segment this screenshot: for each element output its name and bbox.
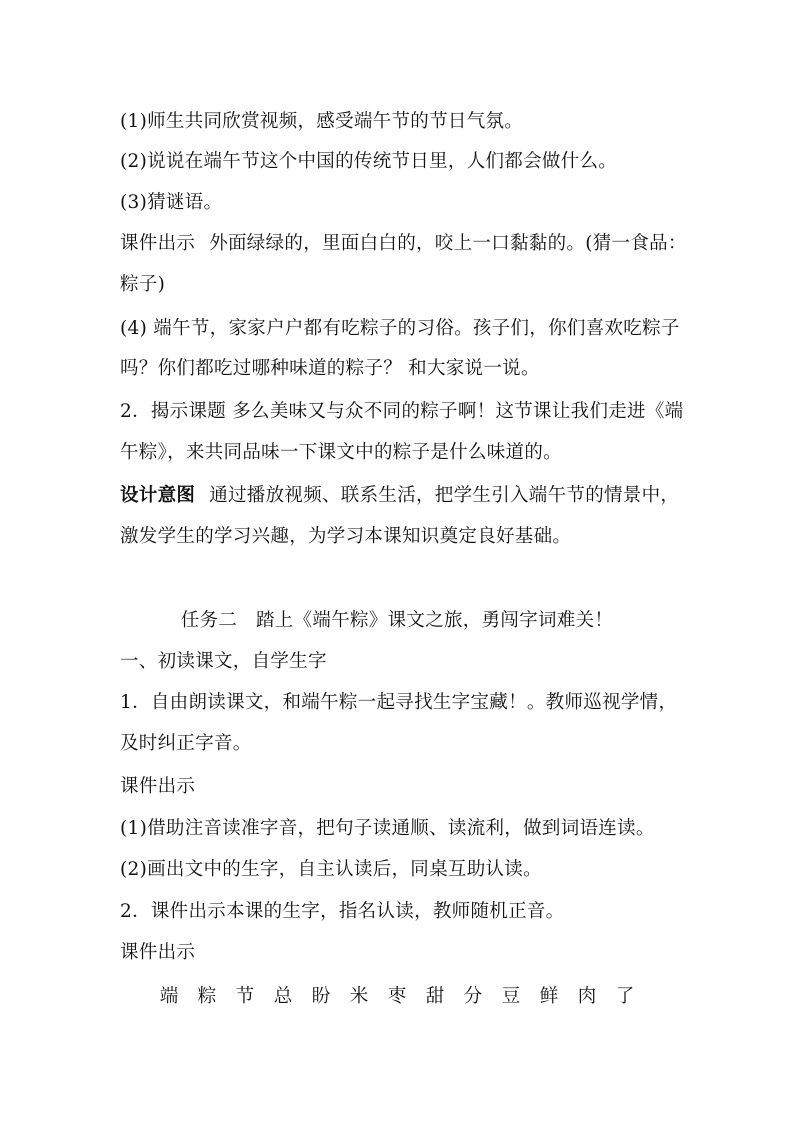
paragraph-line: 吗？你们都吃过哪种味道的粽子？ 和大家说一说。: [120, 358, 540, 379]
courseware-label: 课件出示: [120, 233, 196, 254]
character: 分: [463, 986, 483, 1007]
new-characters-row: [157, 985, 637, 1009]
character: 端: [159, 986, 179, 1007]
paragraph-line: (3)猜谜语。: [120, 192, 223, 213]
paragraph-line: 2．揭示课题 多么美味又与众不同的粽子啊！这节课让我们走进《端: [120, 401, 684, 422]
character: 鲜: [539, 986, 559, 1007]
paragraph-line: 课件出示: [120, 942, 196, 963]
character: 盼: [311, 986, 331, 1007]
design-intent-text: 通过播放视频、联系生活，把学生引入端午节的情景中，: [209, 485, 680, 506]
riddle-text: 外面绿绿的，里面白白的，咬上一口黏黏的。(猜一食品：: [209, 233, 687, 254]
paragraph-line: (4) 端午节，家家户户都有吃粽子的习俗。孩子们，你们喜欢吃粽子: [120, 318, 680, 339]
character: 总: [273, 986, 293, 1007]
paragraph-line: 及时纠正字音。: [120, 733, 252, 754]
paragraph-line: (2)画出文中的生字，自主认读后，同桌互助认读。: [120, 859, 542, 880]
paragraph-line: 激发学生的学习兴趣，为学习本课知识奠定良好基础。: [120, 526, 572, 547]
paragraph-line: [120, 484, 679, 508]
character: 了: [615, 986, 635, 1007]
paragraph-line: (1)借助注音读准字音，把句子读通顺、读流利，做到词语连读。: [120, 818, 655, 839]
character: 枣: [387, 986, 407, 1007]
character: 肉: [577, 986, 597, 1007]
paragraph-line: [120, 232, 687, 256]
subsection-heading: 一、初读课文，自学生字: [120, 651, 327, 672]
paragraph-line: (2)说说在端午节这个中国的传统节日里，人们都会做什么。: [120, 151, 618, 172]
character: 豆: [501, 986, 521, 1007]
section-title: 任务二 踏上《端午粽》课文之旅，勇闯字词难关！: [180, 610, 614, 631]
character: 节: [235, 986, 255, 1007]
character: 粽: [197, 986, 217, 1007]
character: 米: [349, 986, 369, 1007]
paragraph-line: 1．自由朗读课文，和端午粽一起寻找生字宝藏！。教师巡视学情，: [120, 692, 678, 713]
character: 甜: [425, 986, 445, 1007]
paragraph-line: 课件出示: [120, 776, 196, 797]
paragraph-line: 午粽》，来共同品味一下课文中的粽子是什么味道的。: [120, 442, 562, 463]
paragraph-line: 2．课件出示本课的生字，指名认读，教师随机正音。: [120, 901, 565, 922]
design-intent-label: 设计意图: [120, 485, 196, 506]
paragraph-line: 粽子): [120, 274, 166, 295]
paragraph-line: (1)师生共同欣赏视频，感受端午节的节日气氛。: [120, 111, 524, 132]
